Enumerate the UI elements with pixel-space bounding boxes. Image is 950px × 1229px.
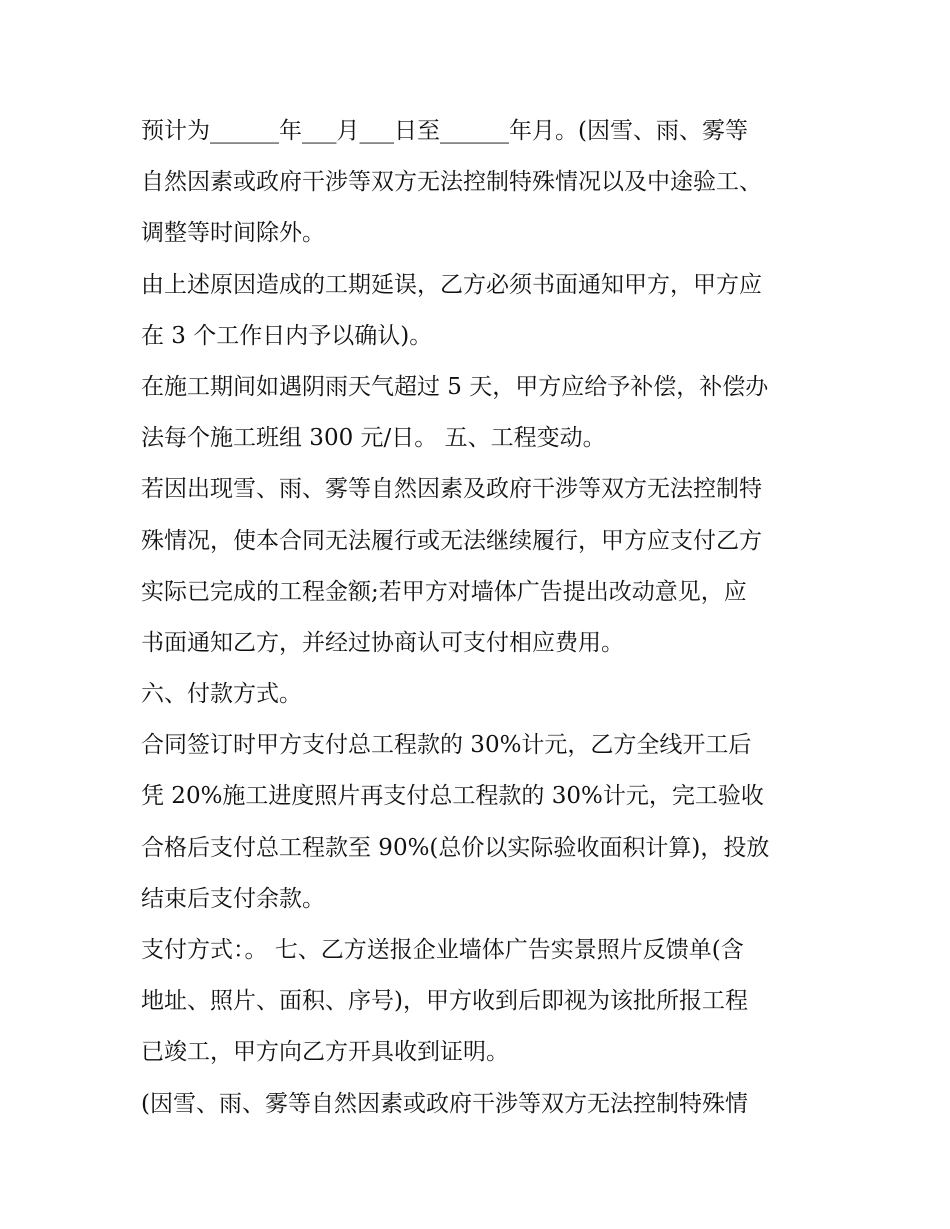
text-line: (因雪、雨、雾等自然因素或政府干涉等双方无法控制特殊情 xyxy=(141,1090,748,1117)
text-line: 支付方式：。 七、乙方送报企业墙体广告实景照片反馈单(含 xyxy=(141,937,744,963)
text-line: 法每个施工班组 300 元/日。 五、工程变动。 xyxy=(141,425,606,452)
text-line: 在 3 个工作日内予以确认)。 xyxy=(141,322,433,349)
text-line: 书面通知乙方，并经过协商认可支付相应费用。 xyxy=(141,629,624,656)
text-line: 地址、照片、面积、序号)，甲方收到后即视为该批所报工程 xyxy=(141,988,748,1015)
contract-text xyxy=(141,106,821,1130)
text-line: 殊情况，使本合同无法履行或无法继续履行，甲方应支付乙方 xyxy=(141,527,762,554)
text-line: 凭 20%施工进度照片再支付总工程款的 30%计元，完工验收 xyxy=(141,783,764,810)
text-line: 已竣工，甲方向乙方开具收到证明。 xyxy=(141,1039,509,1066)
text-line: 调整等时间除外。 xyxy=(141,220,325,247)
text-line: 合格后支付总工程款至 90%(总价以实际验收面积计算)，投放 xyxy=(141,834,770,861)
text-line: 自然因素或政府干涉等双方无法控制特殊情况以及中途验工、 xyxy=(141,169,762,196)
text-line: 结束后支付余款。 xyxy=(141,885,325,912)
text-line: 实际已完成的工程金额;若甲方对墙体广告提出改动意见，应 xyxy=(141,578,747,605)
text-line: 在施工期间如遇阴雨天气超过 5 天，甲方应给予补偿，补偿办 xyxy=(141,373,769,400)
text-line: 由上述原因造成的工期延误，乙方必须书面通知甲方，甲方应 xyxy=(141,271,762,298)
text-line: 若因出现雪、雨、雾等自然因素及政府干涉等双方无法控制特 xyxy=(141,476,762,503)
text-line: 预计为______年___月___日至______年月。(因雪、雨、雾等 xyxy=(141,118,748,144)
text-line: 六、付款方式。 xyxy=(141,681,302,708)
text-line: 合同签订时甲方支付总工程款的 30%计元，乙方全线开工后 xyxy=(141,732,752,759)
